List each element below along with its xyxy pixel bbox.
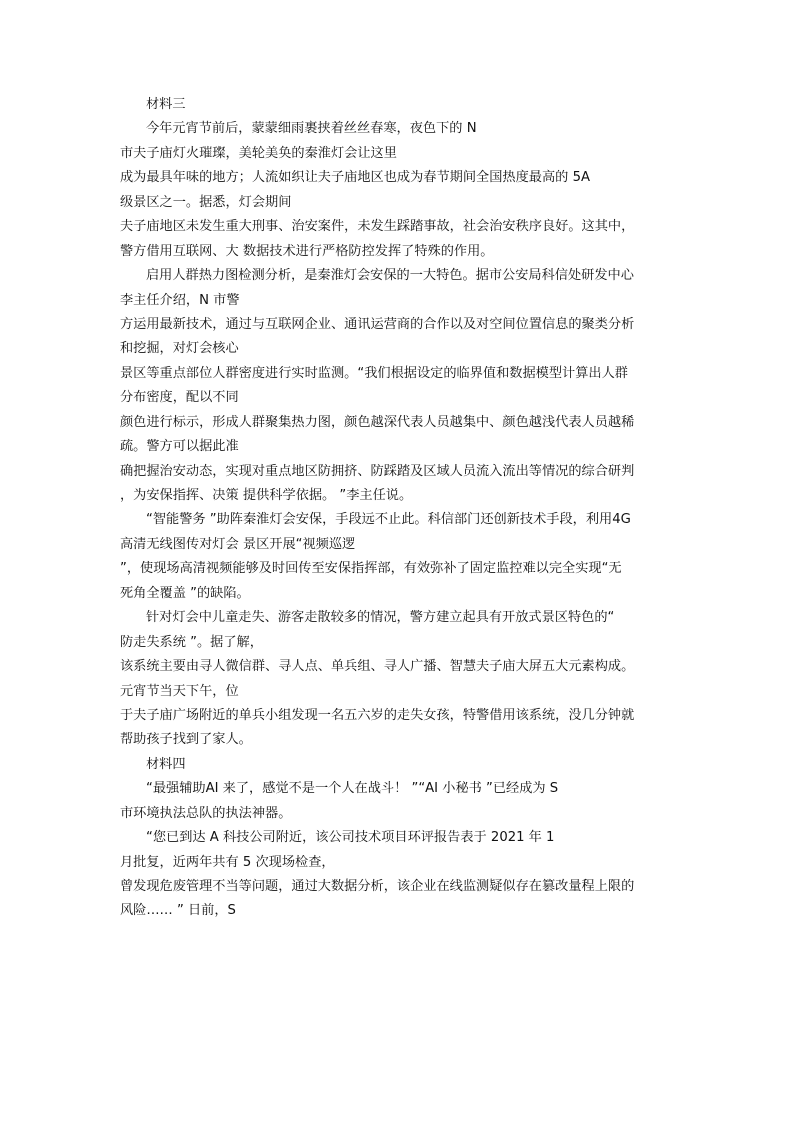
text-line: 疏。警方可以据此准	[120, 439, 239, 455]
text-line: 高清无线图传对灯会 景区开展“视频巡逻	[120, 536, 356, 552]
text-line: 曾发现危废管理不当等问题，通过大数据分析，该企业在线监测疑似存在篡改量程上限的	[120, 879, 635, 894]
text-line: “智能警务 ”助阵秦淮灯会安保，手段远不止此。科信部门还创新技术手段，利用4G	[146, 512, 631, 528]
text-line: 元宵节当天下午，位	[120, 683, 239, 699]
text-line: 风险…… ” 日前，S	[120, 903, 236, 919]
text-line: 成为最具年味的地方；人流如织让夫子庙地区也成为春节期间全国热度最高的 5A	[120, 170, 590, 186]
text-line: 夫子庙地区未发生重大刑事、治安案件，未发生踩踏事故，社会治安秩序良好。这其中，	[120, 219, 635, 235]
text-line: ，为安保指挥、决策 提供科学依据。 ”李主任说。	[120, 488, 413, 503]
text-line: “您已到达 A 科技公司附近，该公司技术项目环评报告表于 2021 年 1	[146, 830, 555, 846]
text-line: 材料四	[146, 756, 186, 772]
text-line: 级景区之一。据悉，灯会期间	[120, 194, 292, 210]
text-line: 今年元宵节前后，蒙蒙细雨裹挟着丝丝春寒，夜色下的 N	[146, 121, 477, 137]
text-line: 确把握治安动态，实现对重点地区防拥挤、防踩踏及区域人员流入流出等情况的综合研判	[120, 463, 635, 479]
text-line: 死角全覆盖 ”的缺陷。	[120, 585, 250, 601]
text-line: 李主任介绍，N 市警	[120, 292, 240, 308]
text-line: 防走失系统 ”。据了解，	[120, 634, 263, 650]
text-line: 和挖掘，对灯会核心	[120, 341, 239, 357]
text-line: 分布密度，配以不同	[120, 390, 239, 406]
text-line: 该系统主要由寻人微信群、寻人点、单兵组、寻人广播、智慧夫子庙大屏五大元素构成。	[120, 659, 635, 675]
text-line: 于夫子庙广场附近的单兵小组发现一名五六岁的走失女孩，特警借用该系统，没几分钟就	[120, 707, 635, 723]
document-body	[120, 93, 680, 924]
text-line: 启用人群热力图检测分析，是秦淮灯会安保的一大特色。据市公安局科信处研发中心	[146, 268, 634, 284]
text-line: 月批复，近两年共有 5 次现场检查，	[120, 854, 335, 870]
text-line: 材料三	[146, 97, 186, 112]
text-line: 帮助孩子找到了家人。	[120, 732, 252, 748]
text-line: 景区等重点部位人群密度进行实时监测。“我们根据设定的临界值和数据模型计算出人群	[120, 365, 628, 381]
text-line: 市环境执法总队的执法神器。	[120, 805, 292, 821]
text-line: 颜色进行标示，形成人群聚集热力图，颜色越深代表人员越集中、颜色越浅代表人员越稀	[120, 414, 635, 430]
text-line: 市夫子庙灯火璀璨，美轮美奂的秦淮灯会让这里	[120, 145, 397, 161]
text-line: ”，使现场高清视频能够及时回传至安保指挥部，有效弥补了固定监控难以完全实现“无	[120, 561, 622, 577]
text-line: “最强辅助AI 来了，感觉不是一个人在战斗！ ”“AI 小秘书 ”已经成为 S	[146, 781, 559, 797]
text-line: 警方借用互联网、大 数据技术进行严格防控发挥了特殊的作用。	[120, 243, 494, 259]
text-line: 针对灯会中儿童走失、游客走散较多的情况，警方建立起具有开放式景区特色的“	[146, 610, 615, 626]
text-line: 方运用最新技术，通过与互联网企业、通讯运营商的合作以及对空间位置信息的聚类分析	[120, 316, 635, 332]
